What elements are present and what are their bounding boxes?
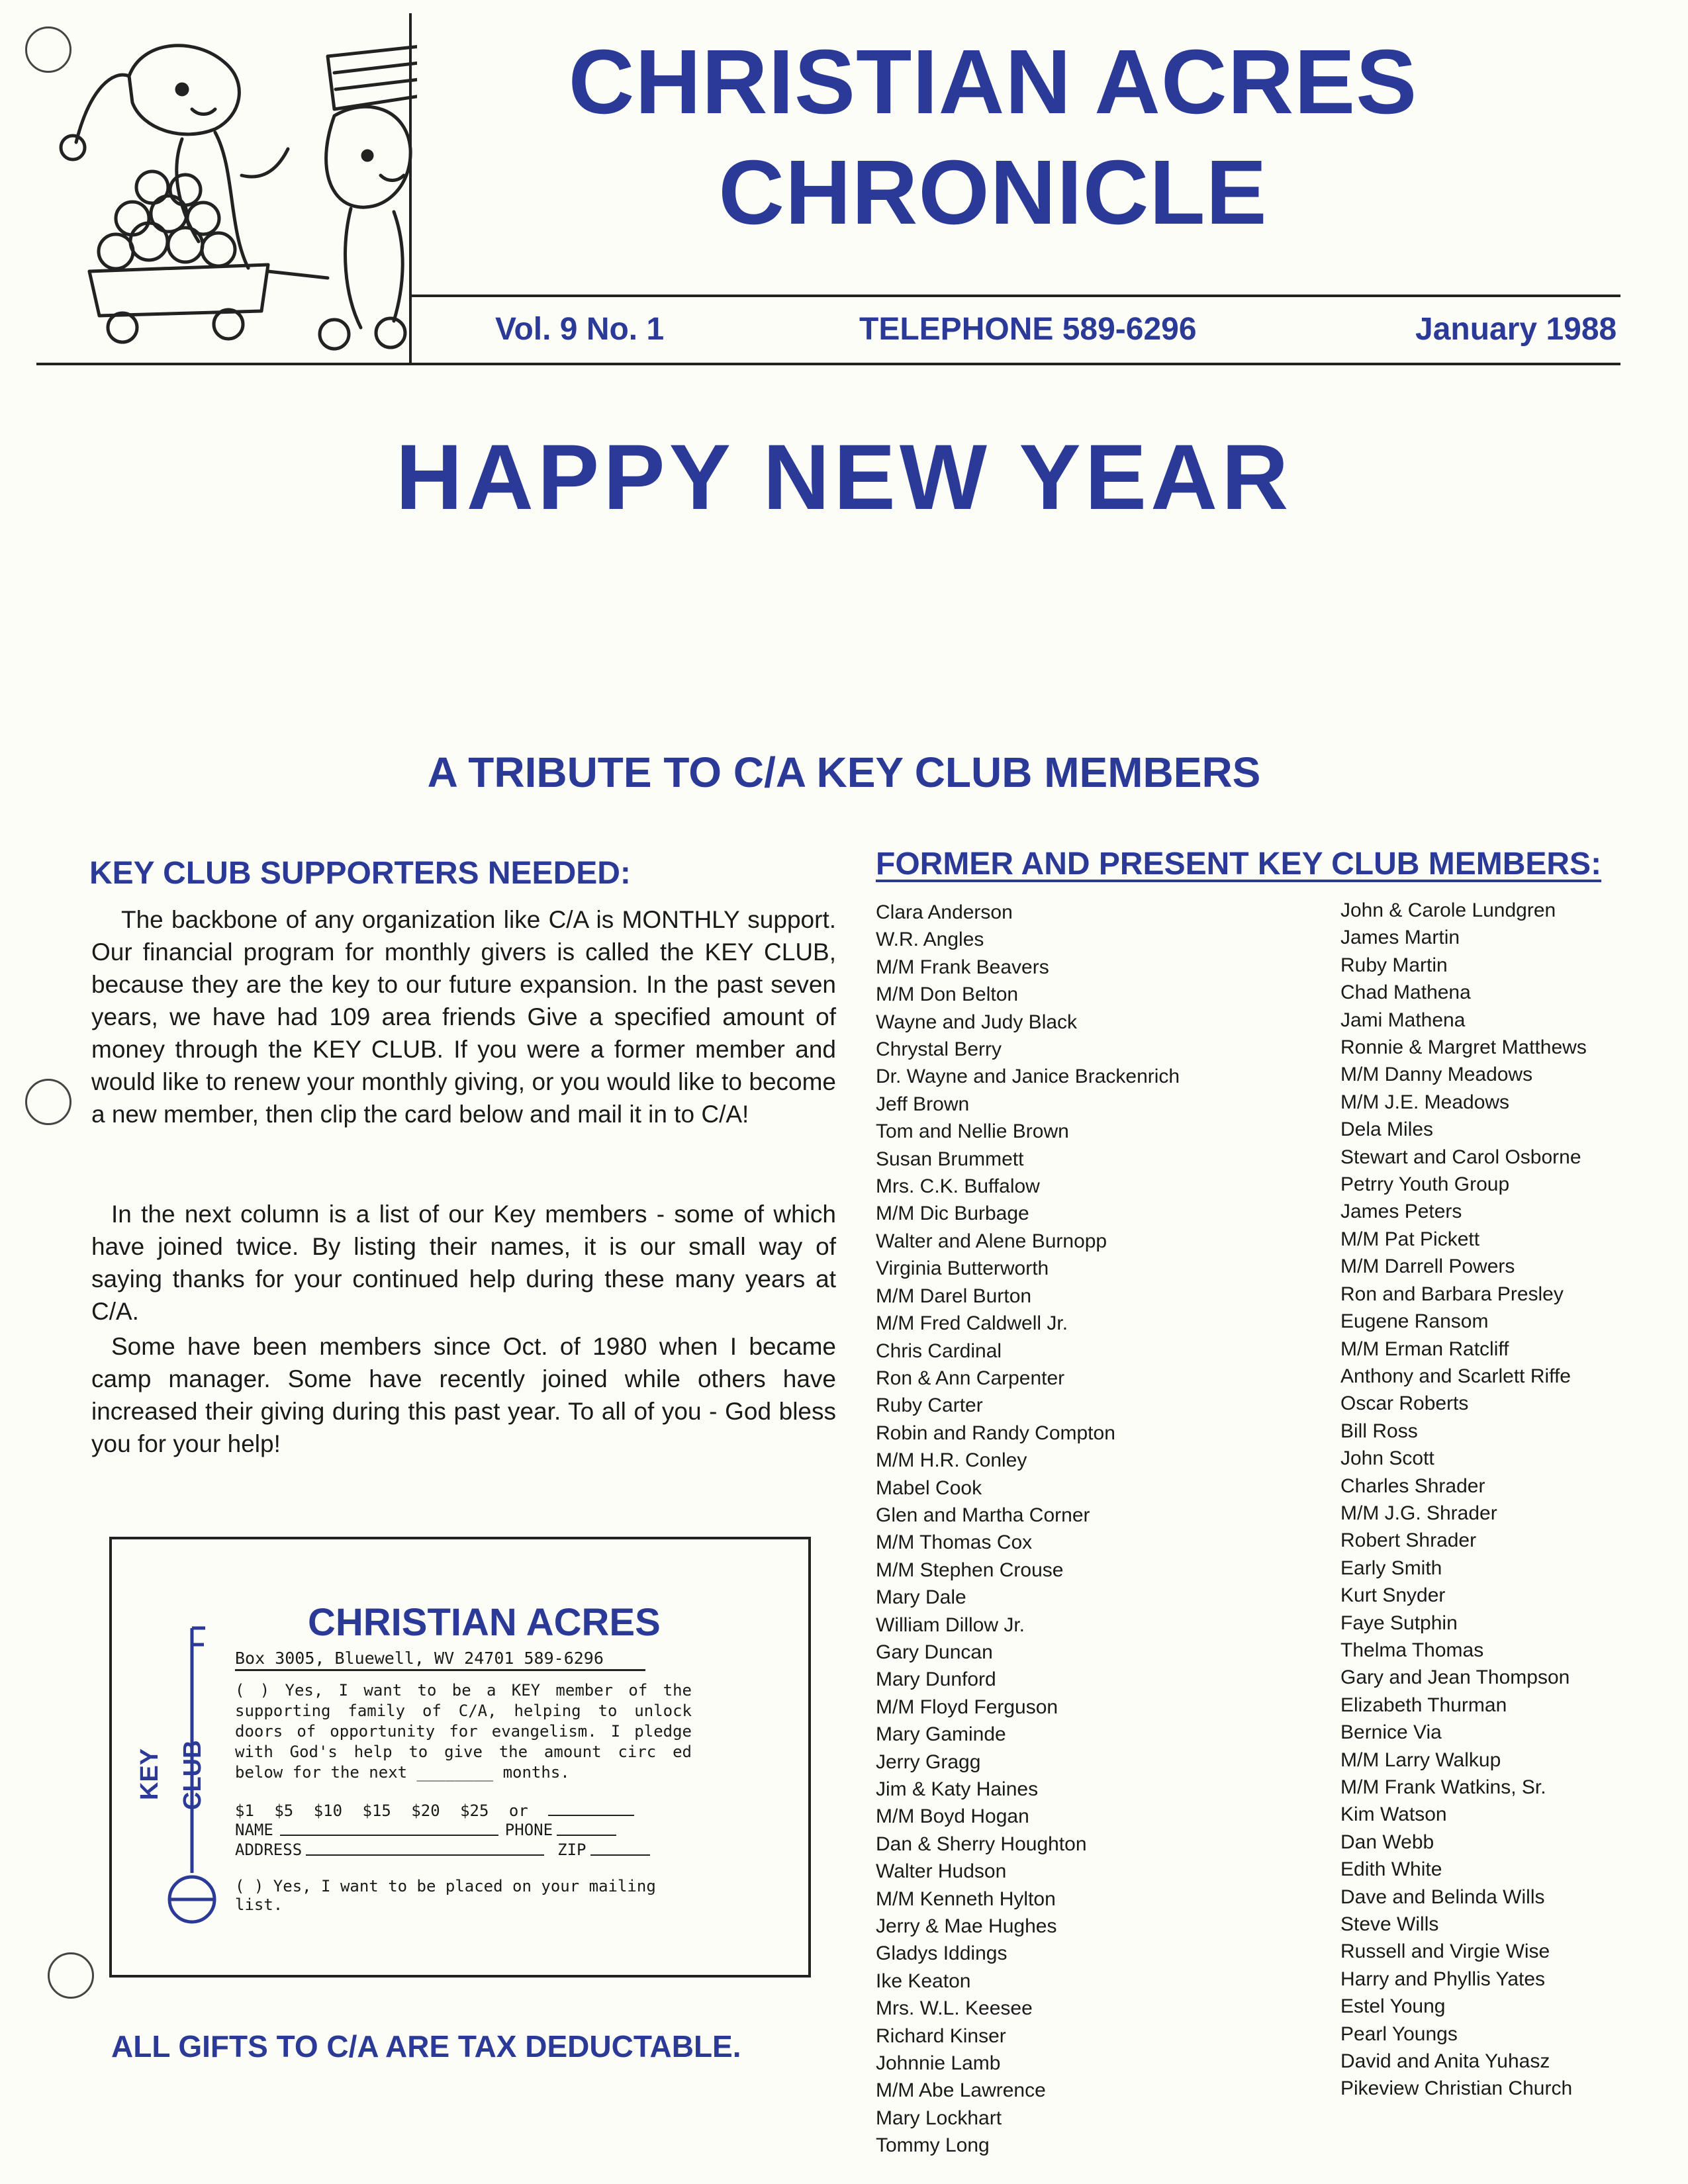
card-address-field[interactable]: [306, 1840, 544, 1856]
card-phone-field[interactable]: [557, 1820, 616, 1836]
card-name-label: NAME: [235, 1821, 273, 1839]
tribute-heading: A TRIBUTE TO C/A KEY CLUB MEMBERS: [427, 749, 1261, 796]
member-name: Pearl Youngs: [1340, 2023, 1458, 2045]
member-name: Bernice Via: [1340, 1721, 1442, 1744]
member-name: M/M H.R. Conley: [876, 1449, 1027, 1472]
member-name: Thelma Thomas: [1340, 1639, 1484, 1661]
card-address: Box 3005, Bluewell, WV 24701 589-6296: [235, 1649, 604, 1668]
member-name: James Peters: [1340, 1201, 1462, 1223]
member-name: James Martin: [1340, 927, 1460, 949]
member-name: Faye Sutphin: [1340, 1612, 1458, 1634]
member-name: Oscar Roberts: [1340, 1392, 1469, 1415]
card-side-label-key: KEY: [136, 1748, 164, 1800]
card-pledge-text: ( ) Yes, I want to be a KEY member of the supporting family of C/A, helping to unlock doors of opportunity for evangelism. I pledge with God's help to give the amount circ ed below for the next ________ months.: [235, 1681, 692, 1782]
card-address-row: [235, 1840, 692, 1860]
member-name: Clara Anderson: [876, 901, 1013, 923]
member-name: Ruby Carter: [876, 1394, 983, 1417]
member-name: Dan & Sherry Houghton: [876, 1833, 1087, 1855]
member-name: Robert Shrader: [1340, 1529, 1477, 1552]
issue-date: January 1988: [1415, 312, 1617, 347]
member-name: Gladys Iddings: [876, 1942, 1008, 1965]
member-name: Pikeview Christian Church: [1340, 2077, 1573, 2100]
member-name: Gary and Jean Thompson: [1340, 1666, 1570, 1689]
member-name: Mrs. W.L. Keesee: [876, 1997, 1033, 2020]
member-name: William Dillow Jr.: [876, 1614, 1025, 1636]
member-name: M/M Thomas Cox: [876, 1531, 1033, 1554]
member-name: Ronnie & Margret Matthews: [1340, 1036, 1587, 1059]
header-rule-bottom: [36, 363, 1620, 365]
card-zip-label: ZIP: [557, 1841, 586, 1859]
supporters-paragraph-1: The backbone of any organization like C/A is MONTHLY support. Our financial program for monthly givers is called the KEY CLUB, because they are the key to our future expansion. In the past seven years, we have had 109 area friends Give a specified amount of money through the KEY CLUB. If you were a former member and would like to renew your monthly giving, or you would like to become a new member, then clip the card below and mail it in to C/A!: [91, 906, 836, 1128]
member-name: Wayne and Judy Black: [876, 1011, 1078, 1033]
member-name: Robin and Randy Compton: [876, 1422, 1115, 1444]
member-name: Jim & Katy Haines: [876, 1778, 1039, 1800]
member-name: Jerry Gragg: [876, 1751, 981, 1773]
member-name: Mary Dale: [876, 1586, 966, 1609]
members-heading: FORMER AND PRESENT KEY CLUB MEMBERS:: [876, 846, 1602, 882]
card-pledge-amounts: [235, 1800, 692, 1820]
card-body: [235, 1600, 692, 1914]
supporters-paragraph-3: Some have been members since Oct. of 1980 when I became camp manager. Some have recently joined while others have increased their giving during this past year. To all of you - God bless you for your help!: [91, 1333, 836, 1457]
member-name: Ron and Barbara Presley: [1340, 1283, 1564, 1305]
member-name: M/M Erman Ratcliff: [1340, 1338, 1509, 1360]
card-name-row: [235, 1820, 692, 1840]
member-name: Kurt Snyder: [1340, 1584, 1446, 1607]
member-name: Walter and Alene Burnopp: [876, 1230, 1107, 1252]
card-phone-label: PHONE: [504, 1821, 553, 1839]
member-name: Ron & Ann Carpenter: [876, 1367, 1065, 1389]
card-name-field[interactable]: [280, 1820, 498, 1836]
member-name: Bill Ross: [1340, 1420, 1418, 1442]
member-name: M/M J.E. Meadows: [1340, 1091, 1510, 1113]
member-name: Chrystal Berry: [876, 1038, 1002, 1061]
member-name: M/M Darel Burton: [876, 1285, 1032, 1307]
card-amounts-text: $1 $5 $10 $15 $20 $25 or: [235, 1801, 528, 1820]
member-name: Early Smith: [1340, 1557, 1442, 1579]
member-name: Elizabeth Thurman: [1340, 1694, 1507, 1716]
newsletter-title-line-2: CHRONICLE: [718, 142, 1268, 244]
member-name: M/M Abe Lawrence: [876, 2079, 1046, 2102]
member-name: Mabel Cook: [876, 1477, 982, 1499]
card-address-rule: [235, 1669, 645, 1671]
members-list-column-2: [1340, 897, 1587, 2103]
punch-hole-bottom: [48, 1952, 94, 1999]
member-name: M/M Stephen Crouse: [876, 1559, 1064, 1581]
member-name: Ike Keaton: [876, 1970, 971, 1992]
member-name: Susan Brummett: [876, 1148, 1024, 1170]
member-name: W.R. Angles: [876, 929, 984, 951]
member-name: Mary Gaminde: [876, 1723, 1006, 1746]
member-name: M/M J.G. Shrader: [1340, 1502, 1497, 1524]
member-name: Charles Shrader: [1340, 1475, 1485, 1497]
member-name: Jami Mathena: [1340, 1009, 1466, 1031]
headline: HAPPY NEW YEAR: [395, 425, 1293, 529]
newsletter-title-line-1: CHRISTIAN ACRES: [568, 31, 1418, 133]
card-mailing-list-option: ( ) Yes, I want to be placed on your mailing list.: [235, 1877, 656, 1914]
member-name: Dave and Belinda Wills: [1340, 1886, 1545, 1908]
member-name: M/M Fred Caldwell Jr.: [876, 1312, 1068, 1335]
member-name: Johnnie Lamb: [876, 2052, 1001, 2075]
card-other-amount-field[interactable]: [548, 1800, 634, 1816]
telephone-number: TELEPHONE 589-6296: [859, 312, 1197, 347]
card-title: CHRISTIAN ACRES: [308, 1601, 661, 1644]
member-name: M/M Boyd Hogan: [876, 1805, 1029, 1828]
member-name: M/M Floyd Ferguson: [876, 1696, 1058, 1718]
member-name: Dr. Wayne and Janice Brackenrich: [876, 1066, 1180, 1088]
member-name: Jeff Brown: [876, 1093, 970, 1115]
member-name: Stewart and Carol Osborne: [1340, 1146, 1581, 1168]
member-name: Eugene Ransom: [1340, 1310, 1489, 1333]
member-name: Russell and Virgie Wise: [1340, 1940, 1550, 1963]
member-name: Edith White: [1340, 1858, 1442, 1881]
header-rule-top: [410, 295, 1620, 297]
supporters-heading: KEY CLUB SUPPORTERS NEEDED:: [89, 856, 631, 891]
member-name: Mary Dunford: [876, 1668, 996, 1691]
member-name: Mary Lockhart: [876, 2107, 1002, 2129]
member-name: M/M Larry Walkup: [1340, 1749, 1501, 1771]
member-name: M/M Don Belton: [876, 983, 1019, 1006]
punch-hole-middle: [25, 1079, 71, 1125]
member-name: Walter Hudson: [876, 1860, 1007, 1883]
card-zip-field[interactable]: [590, 1840, 650, 1856]
member-name: Kim Watson: [1340, 1803, 1447, 1826]
member-name: M/M Pat Pickett: [1340, 1228, 1480, 1250]
members-list-column-1: [876, 899, 1180, 2160]
member-name: Chad Mathena: [1340, 981, 1471, 1004]
member-name: M/M Frank Beavers: [876, 956, 1049, 978]
member-name: M/M Frank Watkins, Sr.: [1340, 1776, 1546, 1798]
member-name: Harry and Phyllis Yates: [1340, 1968, 1546, 1990]
supporters-paragraph-2: In the next column is a list of our Key members - some of which have joined twice. By listing their names, it is our small way of saying thanks for your continued help during these many years at C/A.: [91, 1201, 836, 1325]
snowball-cartoon-illustration: [50, 17, 417, 361]
member-name: Steve Wills: [1340, 1913, 1439, 1936]
member-name: Dela Miles: [1340, 1118, 1434, 1141]
volume-number: Vol. 9 No. 1: [495, 312, 665, 347]
member-name: John & Carole Lundgren: [1340, 899, 1556, 921]
member-name: Gary Duncan: [876, 1641, 993, 1663]
member-name: Estel Young: [1340, 1995, 1446, 2018]
member-name: Glen and Martha Corner: [876, 1504, 1090, 1526]
member-name: Ruby Martin: [1340, 954, 1448, 976]
member-name: M/M Kenneth Hylton: [876, 1888, 1056, 1910]
member-name: M/M Dic Burbage: [876, 1203, 1029, 1225]
member-name: Jerry & Mae Hughes: [876, 1915, 1057, 1938]
member-name: M/M Danny Meadows: [1340, 1064, 1533, 1086]
member-name: Chris Cardinal: [876, 1340, 1002, 1362]
member-name: David and Anita Yuhasz: [1340, 2050, 1550, 2073]
member-name: John Scott: [1340, 1447, 1434, 1470]
member-name: M/M Darrell Powers: [1340, 1255, 1515, 1278]
tax-deductible-note: ALL GIFTS TO C/A ARE TAX DEDUCTABLE.: [111, 2029, 741, 2064]
member-name: Richard Kinser: [876, 2025, 1006, 2047]
member-name: Petrry Youth Group: [1340, 1173, 1510, 1196]
member-name: Anthony and Scarlett Riffe: [1340, 1365, 1571, 1387]
card-address-label: ADDRESS: [235, 1841, 303, 1859]
card-side-label-club: CLUB: [179, 1740, 207, 1810]
member-name: Mrs. C.K. Buffalow: [876, 1175, 1040, 1198]
member-name: Tom and Nellie Brown: [876, 1120, 1069, 1143]
member-name: Virginia Butterworth: [876, 1257, 1049, 1280]
member-name: Dan Webb: [1340, 1831, 1434, 1853]
member-name: Tommy Long: [876, 2134, 990, 2157]
